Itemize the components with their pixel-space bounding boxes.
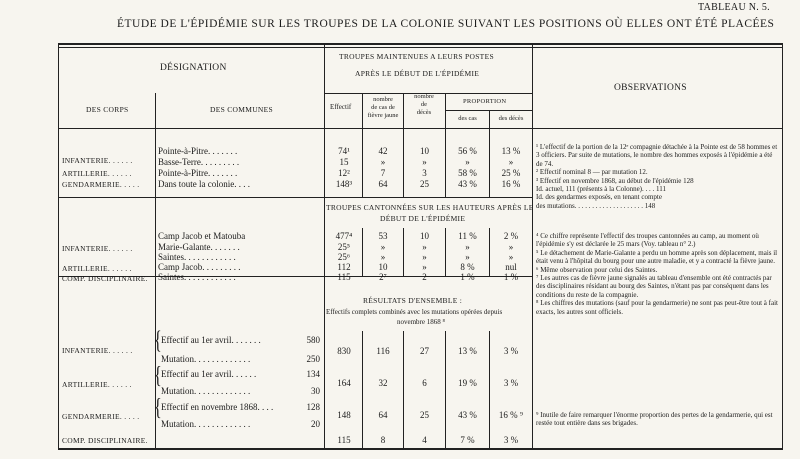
cas-header-3: fièvre jaune (367, 112, 399, 119)
s2-commune-5: Saintes. . . . . . . . . . . . (158, 272, 236, 282)
s2-prop-cas-4: 8 % (460, 262, 475, 272)
deces-header-1: nombre (414, 93, 434, 100)
s1-prop-deces-2: » (508, 157, 514, 167)
row-rule-proportion (445, 110, 532, 111)
s2-cas-4: 10 (378, 262, 388, 272)
s2-effectif-2: 25⁵ (337, 242, 351, 252)
brace-artillerie: { (154, 363, 162, 389)
des-corps-header: DES CORPS (86, 105, 129, 114)
table-top-rule-inner (58, 47, 783, 48)
s1-cas-3: 7 (380, 168, 386, 178)
s2-cas-2: » (380, 242, 386, 252)
s1-deces-3: 3 (422, 168, 427, 178)
s1-deces-4: 25 (420, 179, 429, 189)
s1-corps-artillerie: ARTILLERIE. . . . . . (62, 169, 132, 178)
s2-cas-3: » (380, 252, 386, 262)
s1-cas-4: 64 (378, 179, 388, 189)
s3-deces-infanterie: 27 (420, 346, 429, 356)
s2-prop-cas-5: 1 % (460, 272, 475, 282)
s2-commune-2: Marie-Galante. . . . . . . (158, 242, 240, 252)
s3-deces-gendarmerie: 25 (420, 410, 429, 420)
s3-cas-gendarmerie: 64 (378, 410, 388, 420)
s2-commune-1: Camp Jacob et Matouba (158, 231, 246, 241)
s1-effectif-3: 12² (338, 168, 350, 178)
s3-cas-disciplinaire: 8 (380, 435, 386, 445)
s3-prop-deces-disciplinaire: 3 % (503, 435, 519, 445)
deces-header-3: décès (416, 109, 432, 116)
s3-line1-artillerie: Effectif au 1er avril. . . . . . (161, 369, 257, 379)
s3-deces-disciplinaire: 4 (422, 435, 427, 445)
row-rule-header-bottom (58, 128, 783, 129)
s2-prop-deces-1: 2 % (503, 231, 519, 241)
observations-block-2: ⁴ Ce chiffre représente l'effectif des troupes cantonnées au camp, au moment où l'épidémie s'y est déclarée le 25 mars (Voy. tableau n° 2.) ⁵ Le détachement de Marie-Galante a perdu un homme après son déplacement, mais il était venu à l'hôpital du bourg pour une autre maladie, et y a contracté la fièvre jaune. ⁶ Même observation pour celui des Saintes. ⁷ Les autres cas de fièvre jaune signalés au tableau d'ensemble ont été contractés par des disciplinaires résidant au bourg des Saintes, n'étant pas par conséquent dans les conditions du reste de la compagnie. ⁸ Les chiffres des mutations (sauf pour la gendarmerie) ne sont pas peut-être tout à fait exacts, les autres sont officiels. (536, 232, 778, 316)
s2-deces-3: » (422, 252, 427, 262)
s2-deces-4: » (422, 262, 427, 272)
s1-effectif-2: 15 (339, 157, 349, 167)
s3-header-line3: novembre 1868 ⁸ (397, 318, 445, 326)
s3-val2-gendarmerie: 20 (311, 419, 320, 429)
effectif-header: Effectif (330, 103, 352, 111)
s2-deces-1: 10 (420, 231, 429, 241)
s2-prop-deces-5: 1 % (503, 272, 519, 282)
s1-effectif-1: 74¹ (338, 146, 350, 156)
s3-header-line2: Effectifs complets combinés avec les mutations opérées depuis (326, 308, 503, 316)
row-rule-section1 (58, 197, 532, 198)
s3-line2-gendarmerie: Mutation. . . . . . . . . . . . . (161, 419, 251, 429)
s3-val1-infanterie: 580 (306, 335, 320, 345)
s3-line1-gendarmerie: Effectif en novembre 1868. . . . (161, 402, 274, 412)
s1-prop-deces-3: 25 % (501, 168, 521, 178)
s3-prop-cas-artillerie: 19 % (458, 378, 477, 388)
table-right-rule (782, 43, 783, 449)
s2-corps-artillerie: ARTILLERIE. . . . . . (62, 264, 132, 273)
s2-commune-4: Camp Jacob. . . . . . . . . (158, 262, 241, 272)
col-rule-observations (532, 43, 533, 449)
observations-block-1: ¹ L'effectif de la portion de la 12ᵉ compagnie détachée à la Pointe est de 58 hommes et 3 officiers. Par suite de mutations, le nombre des hommes exposés à l'épidémie a été de 74. ² Effectif nominal 8 — par mutation 12. ³ Effectif en novembre 1868, au début de l'épidémie 128 Id. actuel, 111 (présents à la Colonne). . . . 111 Id. des gendarmes exposés, en tenant compte des mutations. . . . . . . . . . . . . . . . . . . . 148 (536, 143, 778, 210)
s2-prop-cas-3: » (465, 252, 470, 262)
s3-effectif-disciplinaire: 115 (337, 435, 351, 445)
s1-prop-deces-1: 13 % (501, 146, 521, 156)
s3-corps-infanterie: INFANTERIE. . . . . . (62, 346, 133, 355)
observations-block-3: ⁹ Inutile de faire remarquer l'énorme proportion des pertes de la gendarmerie, qui est restée tout entière dans ses brigades. (536, 411, 773, 428)
s1-cas-1: 42 (378, 146, 388, 156)
s2-prop-deces-3: » (508, 252, 514, 262)
s2-deces-2: » (422, 242, 427, 252)
s3-prop-cas-gendarmerie: 43 % (458, 410, 477, 420)
s2-prop-cas-2: » (465, 242, 470, 252)
s3-val1-artillerie: 134 (306, 369, 320, 379)
deces-header-2: de (420, 101, 428, 108)
s2-prop-deces-2: » (508, 242, 514, 252)
s3-corps-artillerie: ARTILLERIE. . . . . . (62, 380, 132, 389)
s1-deces-1: 10 (420, 146, 429, 156)
troupes-header-line1: TROUPES MAINTENUES A LEURS POSTES (339, 52, 494, 61)
s3-prop-deces-artillerie: 3 % (503, 378, 519, 388)
s3-prop-deces-gendarmerie: 16 % ⁹ (498, 410, 524, 420)
cas-header-1: nombre (373, 96, 393, 103)
s3-effectif-gendarmerie: 148 (337, 410, 351, 420)
s2-cas-5: 2⁷ (379, 272, 387, 282)
s2-header-line1: TROUPES CANTONNÉES SUR LES HAUTEURS APRÈS LE (326, 203, 534, 212)
s1-commune-1: Pointe-à-Pitre. . . . . . . (158, 146, 238, 156)
s1-prop-cas-4: 43 % (458, 179, 477, 189)
s2-commune-3: Saintes. . . . . . . . . . . . (158, 252, 236, 262)
s3-deces-artillerie: 6 (422, 378, 427, 388)
s2-header-line2: DÉBUT DE L'ÉPIDÉMIE (380, 214, 466, 223)
s2-effectif-4: 112 (337, 262, 351, 272)
s3-val1-gendarmerie: 128 (306, 402, 320, 412)
s3-prop-cas-disciplinaire: 7 % (460, 435, 475, 445)
s1-prop-deces-4: 16 % (501, 179, 521, 189)
s1-cas-2: » (380, 157, 386, 167)
cas-header-2: de cas de (371, 104, 395, 111)
prop-cas-header: des cas (458, 115, 477, 122)
s1-prop-cas-2: » (465, 157, 470, 167)
table-number: TABLEAU N. 5. (698, 2, 770, 13)
s2-deces-5: 2 (422, 272, 427, 282)
s1-commune-3: Pointe-à-Pitre. . . . . . . (158, 168, 238, 178)
s3-val2-artillerie: 30 (311, 386, 320, 396)
s2-cas-1: 53 (378, 231, 388, 241)
s2-corps-infanterie: INFANTERIE. . . . . . (62, 244, 133, 253)
s3-line2-artillerie: Mutation. . . . . . . . . . . . . (161, 386, 251, 396)
table-top-rule (58, 43, 783, 45)
designation-header: DÉSIGNATION (160, 63, 227, 73)
s3-effectif-artillerie: 164 (337, 378, 351, 388)
s1-prop-cas-3: 58 % (458, 168, 477, 178)
s3-line2-infanterie: Mutation. . . . . . . . . . . . . (161, 354, 251, 364)
troupes-header-line2: APRÈS LE DÉBUT DE L'ÉPIDÉMIE (355, 69, 480, 78)
observations-header: OBSERVATIONS (614, 83, 687, 93)
s1-prop-cas-1: 56 % (458, 146, 477, 156)
s2-effectif-3: 25⁶ (337, 252, 351, 262)
s3-cas-infanterie: 116 (376, 346, 390, 356)
s3-prop-deces-infanterie: 3 % (503, 346, 519, 356)
s3-val2-infanterie: 250 (306, 354, 320, 364)
s3-corps-disciplinaire: COMP. DISCIPLINAIRE. (62, 436, 148, 445)
s3-header-line1: RÉSULTATS D'ENSEMBLE : (363, 296, 463, 305)
brace-gendarmerie: { (154, 395, 162, 421)
s1-deces-2: » (422, 157, 427, 167)
s1-commune-2: Basse-Terre. . . . . . . . . (158, 157, 240, 167)
table-bottom-rule (58, 448, 783, 450)
s2-prop-cas-1: 11 % (458, 231, 477, 241)
s2-effectif-5: 115 (337, 272, 351, 282)
s1-corps-infanterie: INFANTERIE. . . . . . (62, 156, 133, 165)
col-rule-designation (324, 43, 325, 449)
table-left-rule (58, 43, 59, 449)
s2-prop-deces-4: nul (505, 262, 517, 272)
s1-commune-4: Dans toute la colonie. . . . (158, 179, 250, 189)
s1-corps-gendarmerie: GENDARMERIE. . . . . (62, 180, 140, 189)
s3-effectif-infanterie: 830 (337, 346, 351, 356)
s2-corps-disciplinaire: COMP. DISCIPLINAIRE. (62, 274, 148, 283)
page-title: ÉTUDE DE L'ÉPIDÉMIE SUR LES TROUPES DE LA COLONIE SUIVANT LES POSITIONS OÙ ELLES ONT ÉTÉ PLACÉES (117, 18, 775, 30)
s3-prop-cas-infanterie: 13 % (458, 346, 477, 356)
s2-effectif-1: 477⁴ (335, 231, 353, 241)
s3-cas-artillerie: 32 (378, 378, 388, 388)
proportion-header: PROPORTION (463, 98, 507, 105)
s1-effectif-4: 148³ (335, 179, 353, 189)
brace-infanterie: { (154, 327, 162, 355)
s3-corps-gendarmerie: GENDARMERIE. . . . . (62, 412, 140, 421)
des-communes-header: DES COMMUNES (210, 105, 273, 114)
prop-deces-header: des décès (498, 115, 524, 122)
s3-line1-infanterie: Effectif au 1er avril. . . . . . . (161, 335, 261, 345)
